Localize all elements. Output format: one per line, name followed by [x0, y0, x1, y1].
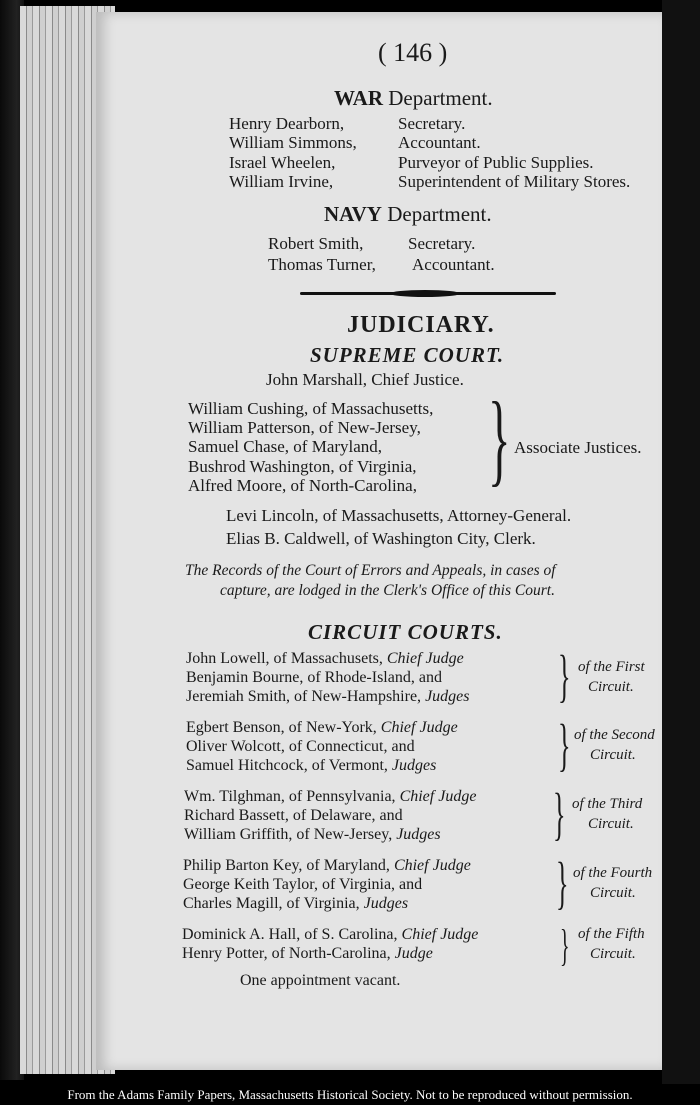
archive-footer: From the Adams Family Papers, Massachusetts Historical Society. Not to be reproduced without permission.: [0, 1084, 700, 1105]
associate-justice-4: Bushrod Washington, of Virginia,: [188, 457, 417, 476]
associate-justice-5: Alfred Moore, of North-Carolina,: [188, 476, 417, 495]
circuit-4-brace: }: [556, 850, 569, 915]
circuit-2-label: of the Second: [574, 727, 655, 743]
circuit-1-line-1: [186, 650, 464, 668]
circuit-2-line-1: [186, 719, 458, 737]
circuit-3-brace: }: [553, 781, 566, 846]
circuit-1-line-3: [186, 688, 470, 706]
war-heading: [334, 86, 493, 111]
circuit-4-label: of the Fourth: [573, 865, 653, 881]
circuit-judge-title: Chief Judge: [393, 857, 471, 874]
circuit-3-label-2: Circuit.: [588, 816, 634, 832]
ornamental-rule-swell: [390, 290, 460, 297]
war-heading-rest: Department.: [388, 86, 493, 110]
circuit-1-brace: }: [558, 643, 571, 708]
book-spine: [662, 0, 700, 1085]
circuit-3-label: of the Third: [572, 796, 643, 812]
war-name-1: Henry Dearborn,: [229, 114, 345, 133]
circuit-judge-name: John Lowell, of Massachusets,: [186, 650, 387, 667]
circuit-judge-name: Philip Barton Key, of Maryland,: [183, 857, 394, 874]
circuit-5-line-1: [182, 926, 478, 944]
circuit-courts-heading: CIRCUIT COURTS.: [308, 620, 503, 644]
records-note-line-1: The Records of the Court of Errors and Appeals, in cases of: [185, 562, 556, 579]
associates-label: Associate Justices.: [514, 438, 642, 457]
circuit-judge-name: Dominick A. Hall, of S. Carolina,: [182, 926, 402, 943]
attorney-general: Levi Lincoln, of Massachusetts, Attorney-General.: [226, 506, 572, 525]
war-name-4: William Irvine,: [229, 172, 334, 191]
circuit-4-line-3: [183, 895, 408, 913]
circuit-judge-title: Judges: [363, 895, 409, 912]
circuit-5-label: of the Fifth: [578, 926, 645, 942]
page-number: ( 146 ): [378, 38, 448, 67]
records-note-line-2: capture, are lodged in the Clerk's Office of this Court.: [220, 582, 555, 599]
circuit-5-brace: }: [560, 921, 570, 970]
circuit-4-line-2: George Keith Taylor, of Virginia, and: [183, 876, 423, 893]
circuit-4-line-1: [183, 857, 471, 875]
circuit-2-label-2: Circuit.: [590, 747, 636, 763]
circuit-1-label-2: Circuit.: [588, 679, 634, 695]
war-role-1: Secretary.: [398, 114, 466, 133]
associates-brace: }: [488, 381, 511, 496]
judiciary-heading: JUDICIARY.: [347, 312, 495, 338]
navy-name-1: Robert Smith,: [268, 234, 364, 253]
circuit-judge-title: Judges: [391, 757, 437, 774]
circuit-judge-name: Samuel Hitchcock, of Vermont,: [186, 757, 392, 774]
circuit-judge-name: Egbert Benson, of New-York,: [186, 719, 381, 736]
war-role-2: Accountant.: [398, 133, 481, 152]
circuit-5-line-2: [182, 945, 433, 963]
navy-role-1: Secretary.: [408, 234, 476, 253]
circuit-judge-title: Chief Judge: [401, 926, 479, 943]
associate-justice-1: William Cushing, of Massachusetts,: [188, 399, 434, 418]
circuit-judge-title: Judge: [394, 945, 433, 962]
circuit-2-line-3: [186, 757, 436, 775]
circuit-judge-title: Chief Judge: [386, 650, 464, 667]
associate-justice-2: William Patterson, of New-Jersey,: [188, 418, 421, 437]
navy-role-2: Accountant.: [412, 255, 495, 274]
circuit-judge-title: Chief Judge: [399, 788, 477, 805]
circuit-3-line-1: [184, 788, 476, 806]
war-name-2: William Simmons,: [229, 133, 357, 152]
circuit-1-line-2: Benjamin Bourne, of Rhode-Island, and: [186, 669, 442, 686]
navy-heading-bold: NAVY: [324, 202, 382, 226]
navy-heading: [324, 202, 492, 227]
circuit-judge-name: Charles Magill, of Virginia,: [183, 895, 364, 912]
war-name-3: Israel Wheelen,: [229, 153, 336, 172]
war-role-3: Purveyor of Public Supplies.: [398, 153, 594, 172]
supreme-court-heading: SUPREME COURT.: [310, 343, 505, 367]
circuit-5-label-2: Circuit.: [590, 946, 636, 962]
circuit-judge-name: Jeremiah Smith, of New-Hampshire,: [186, 688, 426, 705]
circuit-judge-title: Judges: [425, 688, 470, 705]
associate-justice-3: Samuel Chase, of Maryland,: [188, 437, 383, 456]
circuit-judge-title: Judges: [396, 826, 441, 843]
circuit-judge-name: Wm. Tilghman, of Pennsylvania,: [184, 788, 400, 805]
navy-name-2: Thomas Turner,: [268, 255, 376, 274]
war-heading-bold: WAR: [334, 86, 384, 110]
circuit-4-label-2: Circuit.: [590, 885, 636, 901]
circuit-3-line-2: Richard Bassett, of Delaware, and: [184, 807, 403, 824]
war-role-4: Superintendent of Military Stores.: [398, 172, 631, 191]
circuit-judge-title: Chief Judge: [380, 719, 458, 736]
vacancy-note: One appointment vacant.: [240, 972, 401, 989]
navy-heading-rest: Department.: [387, 202, 492, 226]
circuit-1-label: of the First: [578, 659, 645, 675]
circuit-2-brace: }: [558, 712, 571, 777]
circuit-3-line-3: [184, 826, 441, 844]
circuit-2-line-2: Oliver Wolcott, of Connecticut, and: [186, 738, 415, 755]
chief-justice: John Marshall, Chief Justice.: [266, 370, 464, 389]
circuit-judge-name: William Griffith, of New-Jersey,: [184, 826, 397, 843]
circuit-judge-name: Henry Potter, of North-Carolina,: [182, 945, 395, 962]
clerk: Elias B. Caldwell, of Washington City, Clerk.: [226, 529, 536, 548]
